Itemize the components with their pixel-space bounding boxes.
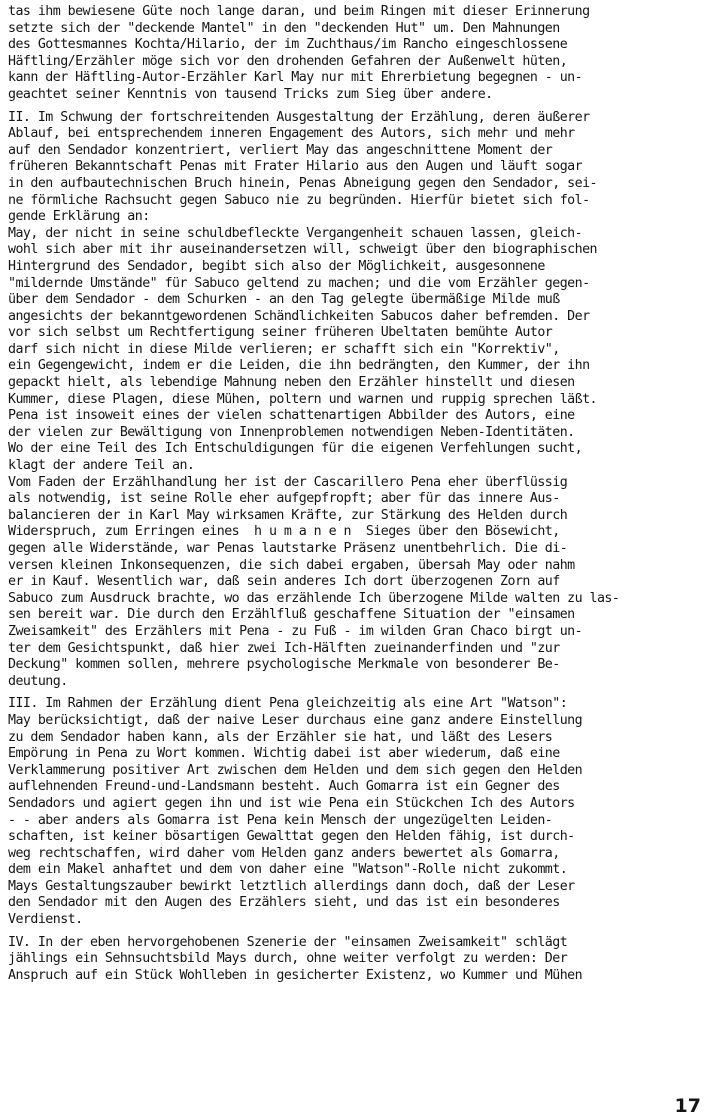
- text-line: Ablauf, bei entsprechendem inneren Engagement des Autors, sich mehr und mehr: [8, 126, 575, 142]
- text-line: May, der nicht in seine schuldbefleckte Vergangenheit schauen lassen, gleich-: [8, 225, 583, 241]
- text-line: auf den Sendador konzentriert, verliert May das angeschnittene Moment der: [8, 142, 553, 158]
- text-line: tas ihm bewiesene Güte noch lange daran, und beim Ringen mit dieser Erinnerung: [8, 4, 590, 19]
- page-number: 17: [674, 1095, 701, 1117]
- text-line: wohl sich aber mit ihr auseinandersetzen will, schweigt über den biographischen: [8, 242, 597, 258]
- text-line: zu dem Sendador haben kann, als der Erzähler sie hat, und läßt des Lesers: [8, 729, 553, 745]
- text-line: der vielen zur Bewältigung von Innenproblemen notwendigen Neben-Identitäten.: [8, 424, 575, 440]
- text-line: Zweisamkeit" des Erzählers mit Pena - zu Fuß - im wilden Gran Chaco birgt un-: [8, 623, 583, 639]
- text-line: versen kleinen Inkonsequenzen, die sich dabei ergaben, übersah May oder nahm: [8, 557, 575, 573]
- text-line: Deckung" kommen sollen, mehrere psychologische Merkmale von besonderer Be-: [8, 657, 560, 673]
- text-line: Mays Gestaltungszauber bewirkt letztlich allerdings dann doch, daß der Leser: [8, 878, 575, 894]
- text-line: in den aufbautechnischen Bruch hinein, Penas Abneigung gegen den Sendador, sei-: [8, 175, 597, 191]
- text-line: Kummer, diese Plagen, diese Mühen, poltern und warnen und ruppig sprechen läßt.: [8, 391, 597, 407]
- section-iii-start: III. Im Rahmen der Erzählung dient Pena gleichzeitig als eine Art "Watson":: [8, 696, 568, 712]
- text-line: er in Kauf. Wesentlich war, daß sein anderes Ich dort überzogenen Zorn auf: [8, 574, 560, 590]
- text-line: den Sendador mit den Augen des Erzählers sieht, und das ist ein besonderes: [8, 895, 560, 911]
- text-line: setzte sich der "deckende Mantel" in den "deckenden Hut" um. Den Mahnungen: [8, 20, 560, 36]
- text-line: als notwendig, ist seine Rolle eher aufgepfropft; aber für das innere Aus-: [8, 491, 560, 507]
- text-line: Wo der eine Teil des Ich Entschuldigungen für die eigenen Verfehlungen sucht,: [8, 441, 583, 457]
- text-line: deutung.: [8, 673, 68, 689]
- text-line: Verdienst.: [8, 912, 83, 928]
- text-line: angesichts der bekanntgewordenen Schändlichkeiten Sabucos daher befremden. Der: [8, 308, 590, 324]
- text-line: - - aber anders als Gomarra ist Pena kein Mensch der ungezügelten Leiden-: [8, 812, 553, 828]
- text-line: Sendadors und agiert gegen ihn und ist wie Pena ein Stückchen Ich des Autors: [8, 795, 575, 811]
- section-ii-start: II. Im Schwung der fortschreitenden Ausgestaltung der Erzählung, deren äußerer: [8, 109, 590, 125]
- text-line: schaften, ist keiner bösartigen Gewalttat gegen den Helden fähig, ist durch-: [8, 829, 575, 845]
- text-line: gende Erklärung an:: [8, 209, 150, 225]
- text-line: ter dem Gesichtspunkt, daß hier zwei Ich-Hälften zueinanderfinden und "zur: [8, 640, 560, 656]
- text-line: "mildernde Umstände" für Sabuco geltend zu machen; und die vom Erzähler gegen-: [8, 275, 590, 291]
- text-line: Empörung in Pena zu Wort kommen. Wichtig dabei ist aber wiederum, daß eine: [8, 746, 560, 762]
- document-page: [8, 4, 719, 984]
- text-line: Häftling/Erzähler möge sich vor den drohenden Gefahren der Außenwelt hüten,: [8, 53, 568, 69]
- text-line: weg rechtschaffen, wird daher vom Helden ganz anders bewertet als Gomarra,: [8, 845, 560, 861]
- text-line: gepackt hielt, als lebendige Mahnung neben den Erzähler hinstellt und diesen: [8, 375, 575, 391]
- text-line: darf sich nicht in diese Milde verlieren; er schafft sich ein "Korrektiv",: [8, 341, 560, 357]
- text-line: gegen alle Widerstände, war Penas lautstarke Präsenz unentbehrlich. Die di-: [8, 541, 568, 556]
- text-line: geachtet seiner Kenntnis von tausend Tricks zum Sieg über andere.: [8, 86, 493, 102]
- section-iv-start: IV. In der eben hervorgehobenen Szenerie der "einsamen Zweisamkeit" schlägt: [8, 934, 568, 950]
- text-line: klagt der andere Teil an.: [8, 458, 195, 474]
- text-line: Pena ist insoweit eines der vielen schattenartigen Abbilder des Autors, eine: [8, 408, 575, 424]
- text-line: vor sich selbst um Rechtfertigung seiner früheren Übeltaten bemühte Autor: [8, 325, 553, 341]
- text-line: auflehnenden Freund-und-Landsmann besteht. Auch Gomarra ist ein Gegner des: [8, 779, 560, 795]
- text-line: Widerspruch, zum Erringen eines h u m a n e n Sieges über den Bösewicht,: [8, 524, 560, 540]
- text-line: Vom Faden der Erzählhandlung her ist der Cascarillero Pena eher überflüssig: [8, 474, 568, 490]
- text-line: früheren Bekanntschaft Penas mit Frater Hilario aus den Augen und läuft sogar: [8, 159, 583, 175]
- text-line: sen bereit war. Die durch den Erzählfluß geschaffene Situation der "einsamen: [8, 607, 575, 623]
- text-line: ein Gegengewicht, indem er die Leiden, die ihn bedrängten, den Kummer, der ihn: [8, 358, 590, 374]
- text-line: über dem Sendador - dem Schurken - an den Tag gelegte übermäßige Milde muß: [8, 292, 560, 308]
- text-line: May berücksichtigt, daß der naive Leser durchaus eine ganz andere Einstellung: [8, 712, 583, 728]
- text-line: Hintergrund des Sendador, begibt sich also der Möglichkeit, ausgesonnene: [8, 258, 545, 274]
- text-line: des Gottesmannes Kochta/Hilario, der im Zuchthaus/im Rancho eingeschlossene: [8, 37, 568, 53]
- text-line: ne förmliche Rachsucht gegen Sabuco nie zu begründen. Hierfür bietet sich fol-: [8, 192, 590, 208]
- text-line: Sabuco zum Ausdruck brachte, wo das erzählende Ich überzogene Milde walten zu las-: [8, 590, 620, 606]
- text-line: dem ein Makel anhaftet und dem von daher eine "Watson"-Rolle nicht zukommt.: [8, 862, 568, 878]
- text-line: jählings ein Sehnsuchtsbild Mays durch, ohne weiter verfolgt zu werden: Der: [8, 951, 568, 967]
- text-line: kann der Häftling-Autor-Erzähler Karl May nur mit Ehrerbietung begegnen - un-: [8, 70, 583, 86]
- text-line: balancieren der in Karl May wirksamen Kräfte, zur Stärkung des Helden durch: [8, 507, 568, 523]
- text-line: Verklammerung positiver Art zwischen dem Helden und dem sich gegen den Helden: [8, 762, 583, 778]
- text-line: Anspruch auf ein Stück Wohlleben in gesicherter Existenz, wo Kummer und Mühen: [8, 967, 583, 983]
